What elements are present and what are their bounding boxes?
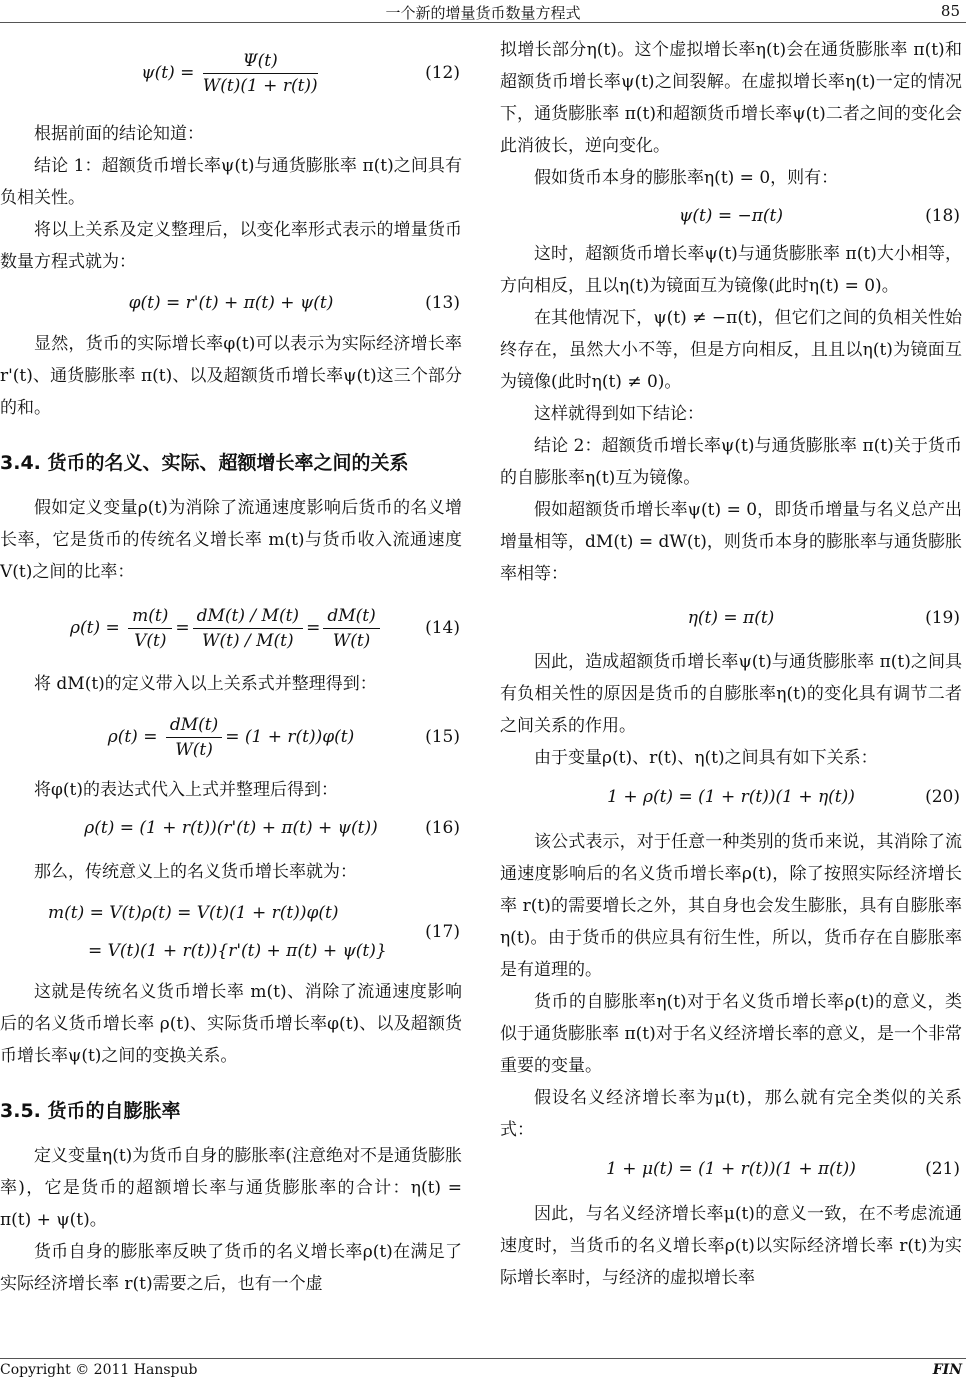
- eq14-f3-numerator: dM(t): [323, 604, 379, 629]
- equation-14: ρ(t) = $\frac{m(t)}{V(t)}$ = $\frac{dM(t) / M(t)}{W(t) / M(t)}$ = $\frac{dM(t)}{W(t)}$ (14): [70, 606, 460, 651]
- eq14-fraction-2: [193, 604, 303, 653]
- conclusion-2: 结论 2：超额货币增长率ψ(t)与通货膨胀率 π(t)关于货币的自膨胀率η(t)互为镜像。: [500, 436, 962, 488]
- equation-12: [0, 34, 462, 112]
- equation-21: [500, 1146, 962, 1192]
- copyright: Copyright © 2011 Hanspub: [0, 1362, 198, 1378]
- right-column: [500, 34, 962, 1294]
- page-footer: [0, 1358, 966, 1380]
- eq14-number: (14): [425, 618, 460, 638]
- equation-19: [500, 590, 962, 646]
- eq18-number: (18): [925, 206, 960, 226]
- paragraph: 假如货币本身的膨胀率η(t) = 0，则有：: [534, 168, 839, 188]
- paragraph: 根据前面的结论知道：: [34, 124, 204, 144]
- paragraph: 货币的自膨胀率η(t)对于名义货币增长率ρ(t)的意义，类似于通货膨胀率 π(t)对于名义经济增长率的意义，是一个非常重要的变量。: [500, 992, 962, 1076]
- eq15-lhs: ρ(t) =: [107, 727, 163, 747]
- section-heading-3-4: 3.4. 货币的名义、实际、超额增长率之间的关系: [0, 452, 409, 474]
- paragraph: 货币自身的膨胀率反映了货币的名义增长率ρ(t)在满足了实际经济增长率 r(t)需要之后，也有一个虚: [0, 1242, 462, 1294]
- eq14-f2-numerator: dM(t) / M(t): [193, 604, 303, 629]
- paragraph: 定义变量η(t)为货币自身的膨胀率(注意绝对不是通货膨胀率)，它是货币的超额增长率与通货膨胀率的合计：η(t) = π(t) + ψ(t)。: [0, 1146, 462, 1230]
- equation-15: [0, 700, 462, 774]
- eq13-number: (13): [425, 293, 460, 313]
- eq16-body: ρ(t) = (1 + r(t))(r'(t) + π(t) + ψ(t)): [84, 818, 378, 838]
- eq13-body: φ(t) = r'(t) + π(t) + ψ(t): [128, 293, 334, 313]
- eq17-line-1: m(t) = V(t)ρ(t) = V(t)(1 + r(t))φ(t): [48, 903, 339, 923]
- eq14-f1-denominator: V(t): [134, 631, 167, 651]
- paragraph: 这样就得到如下结论：: [534, 404, 704, 424]
- eq14-f1-numerator: m(t): [128, 604, 172, 629]
- eq14-lhs: ρ(t) =: [70, 618, 126, 638]
- eq12-numerator: Ψ(t): [203, 49, 318, 74]
- eq14-fraction-1: [128, 604, 172, 653]
- eq14-f3-denominator: W(t): [332, 631, 371, 651]
- header-rule: [0, 22, 966, 23]
- conclusion-1: 结论 1：超额货币增长率ψ(t)与通货膨胀率 π(t)之间具有负相关性。: [0, 156, 462, 208]
- eq20-body: 1 + ρ(t) = (1 + r(t))(1 + η(t)): [607, 787, 855, 807]
- page-number: 85: [940, 2, 960, 20]
- eq18-body: ψ(t) = −π(t): [679, 206, 783, 226]
- eq21-body: 1 + μ(t) = (1 + r(t))(1 + π(t)): [606, 1159, 856, 1179]
- left-column: [0, 34, 462, 1300]
- eq19-body: η(t) = π(t): [687, 608, 775, 628]
- eq17-line-2: = V(t)(1 + r(t)){r'(t) + π(t) + ψ(t)}: [88, 941, 387, 961]
- eq21-number: (21): [925, 1159, 960, 1179]
- paragraph: 因此，造成超额货币增长率ψ(t)与通货膨胀率 π(t)之间具有负相关性的原因是货币的自膨胀率η(t)的变化具有调节二者之间关系的作用。: [500, 652, 962, 736]
- eq12-denominator: W(t)(1 + r(t)): [202, 76, 318, 96]
- paragraph: 在其他情况下，ψ(t) ≠ −π(t)，但它们之间的负相关性始终存在，虽然大小不等，但是方向相反，且且以η(t)为镜面互为镜像(此时η(t) ≠ 0)。: [500, 308, 962, 392]
- paragraph: 这时，超额货币增长率ψ(t)与通货膨胀率 π(t)大小相等，方向相反，且以η(t)为镜面互为镜像(此时η(t) = 0)。: [500, 244, 962, 296]
- journal-abbrev: FIN: [932, 1362, 962, 1378]
- eq19-number: (19): [925, 608, 960, 628]
- eq15-numerator: dM(t): [166, 713, 222, 738]
- equation-16: [0, 806, 462, 850]
- eq12-fraction: [203, 49, 318, 98]
- paragraph: 假如定义变量ρ(t)为消除了流通速度影响后货币的名义增长率，它是货币的传统名义增长率 m(t)与货币收入流通速度 V(t)之间的比率：: [0, 498, 462, 582]
- paragraph: 假如超额货币增长率ψ(t) = 0，即货币增量与名义总产出增量相等，dM(t) = dW(t)，则货币本身的膨胀率与通货膨胀率相等：: [500, 500, 962, 584]
- paragraph: 这就是传统名义货币增长率 m(t)、消除了流通速度影响后的名义货币增长率 ρ(t)、实际货币增长率φ(t)、以及超额货币增长率ψ(t)之间的变换关系。: [0, 982, 462, 1066]
- eq16-number: (16): [425, 818, 460, 838]
- section-heading-3-5: 3.5. 货币的自膨胀率: [0, 1100, 181, 1122]
- page-header: [0, 0, 966, 22]
- eq20-number: (20): [925, 787, 960, 807]
- paragraph: 拟增长部分η(t)。这个虚拟增长率η(t)会在通货膨胀率 π(t)和超额货币增长率ψ(t)之间裂解。在虚拟增长率η(t)一定的情况下，通货膨胀率 π(t)和超额货币增长率ψ(t)二者之间的变化会此消彼长，逆向变化。: [500, 40, 963, 156]
- eq15-number: (15): [425, 727, 460, 747]
- eq14-fraction-3: [323, 604, 379, 653]
- paragraph: 显然，货币的实际增长率φ(t)可以表示为实际经济增长率 r'(t)、通货膨胀率 π(t)、以及超额货币增长率ψ(t)这三个部分的和。: [0, 334, 462, 418]
- equation-18: [500, 194, 962, 238]
- eq12-lhs: ψ(t) =: [141, 63, 200, 83]
- footer-rule: [0, 1358, 966, 1359]
- paragraph: 将 dM(t)的定义带入以上关系式并整理得到：: [34, 674, 377, 694]
- eq15-denominator: W(t): [175, 740, 213, 760]
- eq12-number: (12): [425, 63, 460, 83]
- paragraph: 因此，与名义经济增长率μ(t)的意义一致，在不考虑流通速度时，当货币的名义增长率ρ(t)以实际经济增长率 r(t)为实际增长率时，与经济的虚拟增长率: [500, 1204, 962, 1288]
- equation-20: [500, 774, 962, 820]
- eq15-rhs: = (1 + r(t))φ(t): [225, 727, 355, 747]
- paragraph: 该公式表示，对于任意一种类别的货币来说，其消除了流通速度影响后的名义货币增长率ρ(t)，除了按照实际经济增长率 r(t)的需要增长之外，其自身也会发生膨胀，具有自膨胀率η(t)。由于货币的供应具有衍生性，所以，货币存在自膨胀率是有道理的。: [500, 832, 962, 980]
- equation-17: [0, 888, 462, 976]
- paragraph: 将φ(t)的表达式代入上式并整理后得到：: [34, 780, 338, 800]
- running-title: 一个新的增量货币数量方程式: [385, 4, 581, 22]
- eq15-fraction: [166, 713, 222, 762]
- paragraph: 假设名义经济增长率为μ(t)，那么就有完全类似的关系式：: [500, 1088, 962, 1140]
- paragraph: 将以上关系及定义整理后，以变化率形式表示的增量货币数量方程式就为：: [0, 220, 462, 272]
- eq17-number: (17): [425, 922, 460, 942]
- paragraph: 那么，传统意义上的名义货币增长率就为：: [34, 862, 357, 882]
- paragraph: 由于变量ρ(t)、r(t)、η(t)之间具有如下关系：: [534, 748, 878, 768]
- equation-13: [0, 278, 462, 328]
- eq14-f2-denominator: W(t) / M(t): [202, 631, 294, 651]
